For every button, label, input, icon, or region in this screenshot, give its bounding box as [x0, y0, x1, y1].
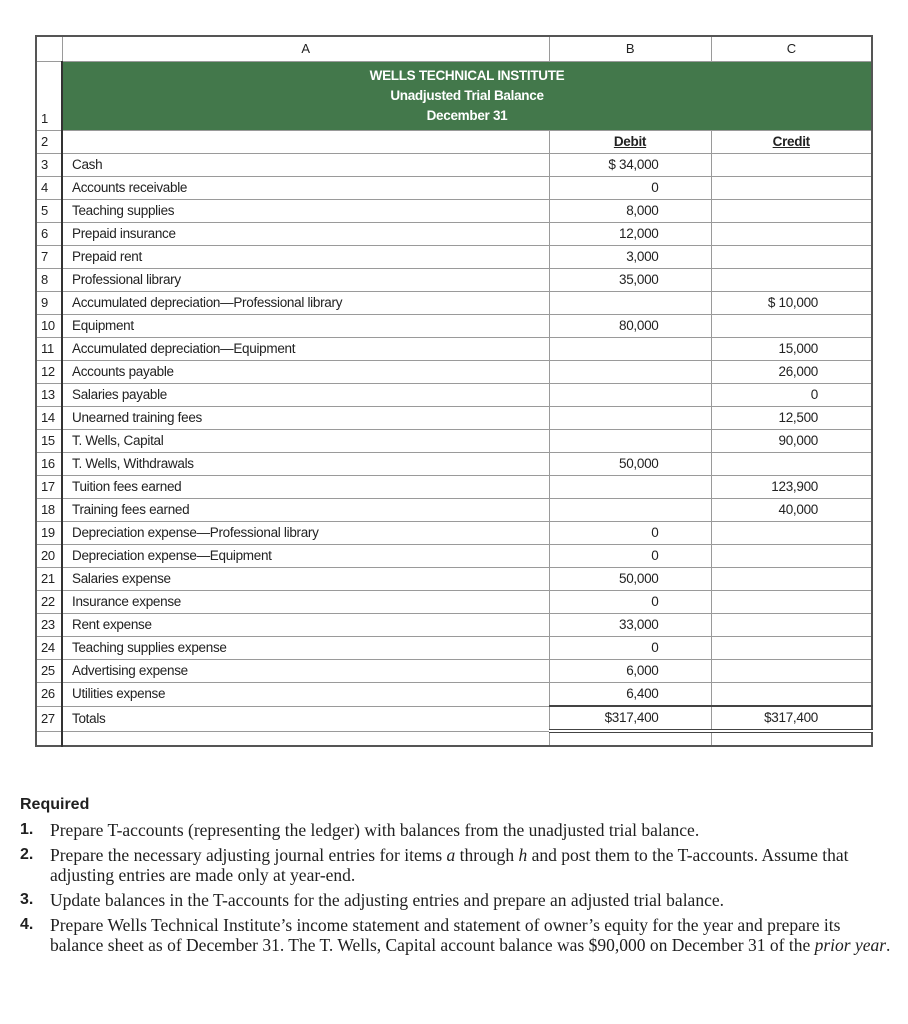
- item-text: Prepare T-accounts (representing the ledger) with balances from the unadjusted trial balance.: [50, 820, 700, 840]
- row-number[interactable]: 23: [36, 614, 62, 637]
- table-row: [36, 246, 872, 269]
- table-row: [36, 660, 872, 683]
- debit-cell[interactable]: 6,400: [549, 683, 711, 707]
- row-number[interactable]: 14: [36, 407, 62, 430]
- debit-cell[interactable]: [549, 499, 711, 522]
- credit-cell[interactable]: [711, 545, 872, 568]
- debit-cell[interactable]: 0: [549, 177, 711, 200]
- subheader-row: [36, 131, 872, 154]
- debit-cell[interactable]: 12,000: [549, 223, 711, 246]
- empty-cell[interactable]: [62, 731, 549, 746]
- credit-cell[interactable]: 40,000: [711, 499, 872, 522]
- debit-cell[interactable]: 6,000: [549, 660, 711, 683]
- title-row: [36, 62, 872, 131]
- row-number[interactable]: 11: [36, 338, 62, 361]
- row-number[interactable]: 21: [36, 568, 62, 591]
- credit-cell[interactable]: [711, 269, 872, 292]
- debit-header-cell[interactable]: [549, 131, 711, 154]
- credit-cell[interactable]: [711, 683, 872, 707]
- debit-cell[interactable]: 0: [549, 591, 711, 614]
- account-name-cell[interactable]: Equipment: [62, 315, 549, 338]
- table-row: [36, 269, 872, 292]
- title-cell[interactable]: [62, 62, 872, 131]
- table-row: [36, 637, 872, 660]
- table-row: [36, 292, 872, 315]
- debit-cell[interactable]: 0: [549, 522, 711, 545]
- required-section: [20, 796, 892, 960]
- totals-label-cell[interactable]: Totals: [62, 706, 549, 731]
- table-row: [36, 361, 872, 384]
- account-name-cell[interactable]: Depreciation expense—Professional library: [62, 522, 549, 545]
- credit-cell[interactable]: [711, 453, 872, 476]
- table-row: [36, 453, 872, 476]
- empty-cell[interactable]: [549, 731, 711, 746]
- account-name-cell[interactable]: Unearned training fees: [62, 407, 549, 430]
- table-row: [36, 591, 872, 614]
- table-row: [36, 384, 872, 407]
- blank-row: [36, 731, 872, 746]
- table-row: [36, 522, 872, 545]
- row-number[interactable]: 9: [36, 292, 62, 315]
- credit-cell[interactable]: 90,000: [711, 430, 872, 453]
- account-name-cell[interactable]: Accumulated depreciation—Equipment: [62, 338, 549, 361]
- credit-cell[interactable]: 12,500: [711, 407, 872, 430]
- account-name-cell[interactable]: T. Wells, Withdrawals: [62, 453, 549, 476]
- debit-cell[interactable]: 50,000: [549, 453, 711, 476]
- item-text: .: [886, 935, 891, 955]
- credit-cell[interactable]: [711, 522, 872, 545]
- debit-cell[interactable]: [549, 384, 711, 407]
- row-number[interactable]: 7: [36, 246, 62, 269]
- item-number: 2.: [20, 846, 34, 863]
- debit-cell[interactable]: [549, 361, 711, 384]
- debit-cell[interactable]: 50,000: [549, 568, 711, 591]
- debit-cell[interactable]: 3,000: [549, 246, 711, 269]
- account-name-cell[interactable]: T. Wells, Capital: [62, 430, 549, 453]
- required-item-2: [20, 845, 892, 885]
- account-name-cell[interactable]: Salaries payable: [62, 384, 549, 407]
- debit-cell[interactable]: 80,000: [549, 315, 711, 338]
- table-row: [36, 430, 872, 453]
- table-row: [36, 223, 872, 246]
- debit-cell[interactable]: 33,000: [549, 614, 711, 637]
- row-number[interactable]: 12: [36, 361, 62, 384]
- account-name-cell[interactable]: Advertising expense: [62, 660, 549, 683]
- row-number[interactable]: 1: [36, 62, 62, 131]
- account-name-cell[interactable]: Training fees earned: [62, 499, 549, 522]
- required-heading: Required: [20, 796, 90, 813]
- credit-header-cell[interactable]: [711, 131, 872, 154]
- account-name-cell[interactable]: Depreciation expense—Equipment: [62, 545, 549, 568]
- account-name-cell[interactable]: Cash: [62, 154, 549, 177]
- table-row: [36, 407, 872, 430]
- row-number[interactable]: 16: [36, 453, 62, 476]
- debit-cell[interactable]: [549, 292, 711, 315]
- account-name-cell[interactable]: Accumulated depreciation—Professional library: [62, 292, 549, 315]
- credit-cell[interactable]: $ 10,000: [711, 292, 872, 315]
- total-credit-cell[interactable]: $317,400: [711, 706, 872, 731]
- statement-date: December 31: [426, 108, 508, 123]
- item-number: 4.: [20, 916, 34, 933]
- required-item-1: [20, 820, 892, 840]
- account-name-cell[interactable]: Teaching supplies expense: [62, 637, 549, 660]
- row-number[interactable]: 8: [36, 269, 62, 292]
- row-number[interactable]: 20: [36, 545, 62, 568]
- table-row: [36, 476, 872, 499]
- total-debit-cell[interactable]: $317,400: [549, 706, 711, 731]
- item-text: Update balances in the T-accounts for the adjusting entries and prepare an adjusted trial balance.: [50, 890, 724, 910]
- credit-cell[interactable]: [711, 591, 872, 614]
- credit-cell[interactable]: [711, 154, 872, 177]
- credit-cell[interactable]: [711, 223, 872, 246]
- credit-cell[interactable]: 26,000: [711, 361, 872, 384]
- empty-cell[interactable]: [711, 731, 872, 746]
- column-header-row: [36, 36, 872, 62]
- row-number[interactable]: 19: [36, 522, 62, 545]
- credit-cell[interactable]: 123,900: [711, 476, 872, 499]
- account-name-cell[interactable]: Utilities expense: [62, 683, 549, 707]
- row-number[interactable]: 3: [36, 154, 62, 177]
- debit-cell[interactable]: [549, 407, 711, 430]
- item-italic-prior-year: prior year: [814, 935, 887, 955]
- account-name-cell[interactable]: Accounts payable: [62, 361, 549, 384]
- account-name-cell[interactable]: Salaries expense: [62, 568, 549, 591]
- credit-cell[interactable]: [711, 177, 872, 200]
- account-name-cell[interactable]: Insurance expense: [62, 591, 549, 614]
- account-name-cell[interactable]: Prepaid insurance: [62, 223, 549, 246]
- table-row: [36, 338, 872, 361]
- column-header-a[interactable]: A: [62, 36, 549, 62]
- account-name-cell[interactable]: Teaching supplies: [62, 200, 549, 223]
- debit-cell[interactable]: [549, 338, 711, 361]
- cell-a2[interactable]: [62, 131, 549, 154]
- account-name-cell[interactable]: Professional library: [62, 269, 549, 292]
- item-italic-h: h: [518, 845, 528, 865]
- table-row: [36, 568, 872, 591]
- credit-cell[interactable]: [711, 660, 872, 683]
- account-name-cell[interactable]: Tuition fees earned: [62, 476, 549, 499]
- account-name-cell[interactable]: Rent expense: [62, 614, 549, 637]
- table-row: [36, 545, 872, 568]
- required-item-4: [20, 915, 892, 955]
- column-header-b[interactable]: B: [549, 36, 711, 62]
- table-row: [36, 200, 872, 223]
- row-number[interactable]: 18: [36, 499, 62, 522]
- debit-cell[interactable]: 8,000: [549, 200, 711, 223]
- row-number[interactable]: 22: [36, 591, 62, 614]
- trial-balance-spreadsheet: [35, 35, 873, 747]
- debit-cell[interactable]: 35,000: [549, 269, 711, 292]
- row-number[interactable]: 10: [36, 315, 62, 338]
- credit-cell[interactable]: [711, 246, 872, 269]
- row-number[interactable]: 27: [36, 706, 62, 731]
- row-number[interactable]: 17: [36, 476, 62, 499]
- table-row: [36, 499, 872, 522]
- required-list: [20, 820, 892, 955]
- credit-cell[interactable]: 15,000: [711, 338, 872, 361]
- credit-cell[interactable]: [711, 200, 872, 223]
- corner-cell[interactable]: [36, 36, 62, 62]
- debit-cell[interactable]: 0: [549, 545, 711, 568]
- required-item-3: [20, 890, 892, 910]
- statement-name: Unadjusted Trial Balance: [390, 88, 544, 103]
- table-row: [36, 683, 872, 707]
- row-number[interactable]: 13: [36, 384, 62, 407]
- row-number[interactable]: 25: [36, 660, 62, 683]
- item-text: Prepare the necessary adjusting journal entries for items: [50, 845, 447, 865]
- row-number[interactable]: 2: [36, 131, 62, 154]
- table-row: [36, 614, 872, 637]
- column-header-c[interactable]: C: [711, 36, 872, 62]
- credit-cell[interactable]: [711, 568, 872, 591]
- account-name-cell[interactable]: Accounts receivable: [62, 177, 549, 200]
- table-row: [36, 154, 872, 177]
- row-number[interactable]: 15: [36, 430, 62, 453]
- debit-cell[interactable]: 0: [549, 637, 711, 660]
- debit-cell[interactable]: $ 34,000: [549, 154, 711, 177]
- row-number[interactable]: 26: [36, 683, 62, 707]
- row-number[interactable]: 5: [36, 200, 62, 223]
- row-number[interactable]: [36, 731, 62, 746]
- row-number[interactable]: 4: [36, 177, 62, 200]
- credit-cell[interactable]: [711, 614, 872, 637]
- company-name: WELLS TECHNICAL INSTITUTE: [369, 68, 565, 83]
- row-number[interactable]: 6: [36, 223, 62, 246]
- credit-cell[interactable]: [711, 315, 872, 338]
- credit-cell[interactable]: 0: [711, 384, 872, 407]
- account-name-cell[interactable]: Prepaid rent: [62, 246, 549, 269]
- item-text: through: [455, 845, 519, 865]
- item-number: 1.: [20, 821, 34, 838]
- row-number[interactable]: 24: [36, 637, 62, 660]
- credit-cell[interactable]: [711, 637, 872, 660]
- credit-header: Credit: [772, 134, 810, 149]
- item-text: Prepare Wells Technical Institute’s income statement and statement of owner’s equity for the year and prepare its balance sheet as of December 31. The T. Wells, Capital account balance was $90,000 on December 31 of the: [50, 915, 841, 955]
- debit-cell[interactable]: [549, 476, 711, 499]
- debit-cell[interactable]: [549, 430, 711, 453]
- item-text: and post them to the T-accounts. Assume that adjusting entries are made only at year-end.: [50, 845, 849, 885]
- debit-header: Debit: [613, 134, 647, 149]
- table-row: [36, 177, 872, 200]
- item-italic-a: a: [446, 845, 456, 865]
- table-row: [36, 315, 872, 338]
- totals-row: [36, 706, 872, 731]
- item-number: 3.: [20, 891, 34, 908]
